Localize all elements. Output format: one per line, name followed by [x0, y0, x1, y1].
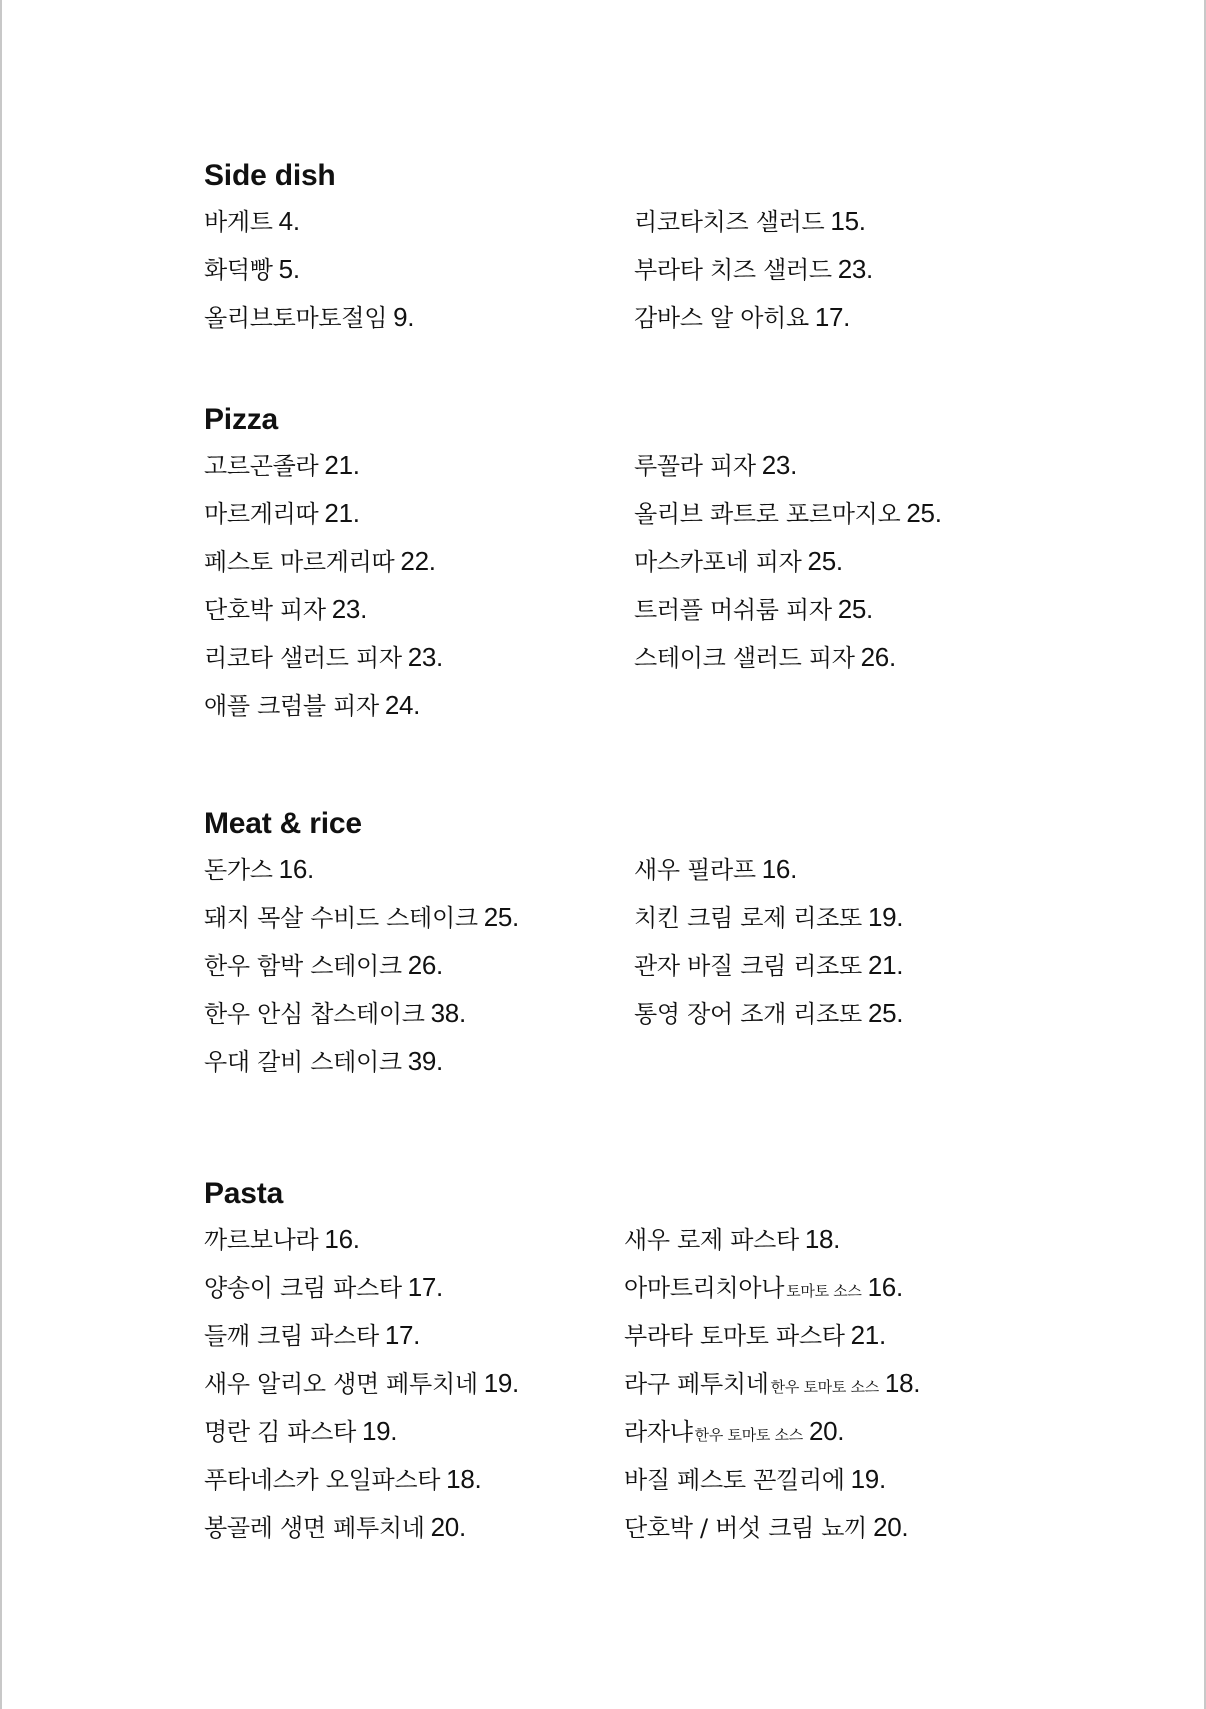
item-price: 21. — [324, 450, 360, 480]
menu-item — [204, 1416, 519, 1464]
section-pizza — [204, 402, 1024, 720]
menu-item — [624, 1272, 920, 1320]
item-price: 19. — [483, 1368, 519, 1398]
menu-item — [624, 1512, 920, 1560]
menu-item — [204, 902, 519, 950]
item-price: 19. — [361, 1416, 398, 1446]
item-name: 마스카포네 피자 — [634, 548, 802, 576]
item-name: 마르게리따 — [204, 500, 319, 528]
menu-item — [634, 254, 873, 302]
menu-item — [634, 498, 942, 546]
item-price: 19. — [867, 902, 904, 932]
item-price: 18. — [804, 1224, 841, 1254]
section-side-dish — [204, 158, 1024, 332]
item-name: 페스토 마르게리따 — [204, 548, 395, 576]
menu-item — [204, 254, 414, 302]
menu-item — [624, 1416, 920, 1464]
item-price: 20. — [430, 1512, 466, 1542]
item-name: 통영 장어 조개 리조또 — [634, 1000, 862, 1028]
menu-item — [634, 450, 942, 498]
item-name: 치킨 크림 로제 리조또 — [634, 904, 862, 932]
item-price: 26. — [407, 950, 443, 980]
item-name: 한우 함박 스테이크 — [204, 952, 402, 980]
item-name: 돈가스 — [204, 856, 273, 884]
item-name: 리코타 샐러드 피자 — [204, 644, 402, 672]
menu-item — [204, 1368, 519, 1416]
menu-item — [634, 998, 903, 1046]
item-price: 16. — [324, 1224, 360, 1254]
menu-item — [634, 302, 873, 350]
item-price: 25. — [483, 902, 519, 932]
item-price: 16. — [278, 854, 314, 884]
item-price: 21. — [324, 498, 360, 528]
menu-column-right — [634, 854, 903, 1046]
item-price: 19. — [850, 1464, 886, 1494]
item-name: 올리브토마토절임 — [204, 304, 388, 332]
item-price: 25. — [906, 498, 942, 528]
item-name: 리코타치즈 샐러드 — [634, 208, 825, 236]
item-price: 16. — [761, 854, 797, 884]
item-name: 들깨 크림 파스타 — [204, 1322, 379, 1350]
item-name: 돼지 목살 수비드 스테이크 — [204, 904, 478, 932]
section-pasta — [204, 1176, 1024, 1542]
item-price: 38. — [430, 998, 466, 1028]
item-price: 20. — [873, 1512, 909, 1542]
section-meat-rice — [204, 806, 1024, 1076]
item-note: 한우 토마토 소스 — [694, 1426, 803, 1444]
item-name: 부라타 치즈 샐러드 — [634, 256, 832, 284]
item-price: 26. — [860, 642, 896, 672]
item-name: 바질 페스토 꼰낄리에 — [624, 1466, 845, 1494]
item-price: 16. — [867, 1272, 903, 1302]
item-price: 25. — [837, 594, 873, 624]
menu-item — [204, 1320, 519, 1368]
item-price: 25. — [807, 546, 843, 576]
section-title: Side dish — [204, 159, 336, 192]
menu-column-left — [204, 1224, 519, 1560]
item-price: 23. — [331, 594, 367, 624]
section-title: Meat & rice — [204, 807, 362, 840]
item-name: 까르보나라 — [204, 1226, 319, 1254]
menu-item — [204, 498, 443, 546]
menu-item — [204, 1272, 519, 1320]
item-name: 화덕빵 — [204, 256, 273, 284]
menu-item — [204, 854, 519, 902]
menu-column-left — [204, 206, 414, 350]
item-price: 17. — [384, 1320, 421, 1350]
menu-item — [204, 1512, 519, 1560]
section-title: Pasta — [204, 1177, 284, 1210]
item-price: 23. — [837, 254, 873, 284]
menu-column-right — [634, 206, 873, 350]
menu-column-left — [204, 854, 519, 1094]
item-price: 4. — [278, 206, 300, 236]
menu-item — [624, 1464, 920, 1512]
item-name: 바게트 — [204, 208, 273, 236]
menu-item — [624, 1320, 920, 1368]
menu-item — [634, 642, 942, 690]
item-name: 새우 로제 파스타 — [624, 1226, 799, 1254]
menu-item — [204, 1224, 519, 1272]
item-name: 스테이크 샐러드 피자 — [634, 644, 855, 672]
item-price: 17. — [407, 1272, 443, 1302]
item-price: 18. — [446, 1464, 482, 1494]
item-name: 고르곤졸라 — [204, 452, 319, 480]
menu-item — [204, 302, 414, 350]
menu-item — [204, 998, 519, 1046]
item-price: 15. — [830, 206, 866, 236]
menu-item — [634, 854, 903, 902]
item-price: 17. — [814, 302, 851, 332]
item-name: 감바스 알 아히요 — [634, 304, 809, 332]
item-price: 20. — [808, 1416, 845, 1446]
menu-item — [634, 594, 942, 642]
item-name: 새우 필라프 — [634, 856, 756, 884]
item-name: 양송이 크림 파스타 — [204, 1274, 402, 1302]
menu-column-right — [634, 450, 942, 690]
item-price: 9. — [393, 302, 415, 332]
item-name: 루꼴라 피자 — [634, 452, 756, 480]
item-price: 23. — [761, 450, 797, 480]
menu-column-left — [204, 450, 443, 738]
item-name: 새우 알리오 생면 페투치네 — [204, 1370, 478, 1398]
item-price: 25. — [867, 998, 904, 1028]
item-name: 트러플 머쉬룸 피자 — [634, 596, 832, 624]
menu-column-right — [624, 1224, 920, 1560]
menu-item — [204, 642, 443, 690]
item-name: 우대 갈비 스테이크 — [204, 1048, 402, 1076]
menu-item — [204, 1464, 519, 1512]
menu-item — [204, 690, 443, 738]
item-name: 애플 크럼블 피자 — [204, 692, 379, 720]
menu-item — [204, 546, 443, 594]
item-price: 39. — [407, 1046, 443, 1076]
item-note: 한우 토마토 소스 — [770, 1378, 879, 1396]
item-price: 21. — [867, 950, 904, 980]
menu-item — [204, 950, 519, 998]
menu-item — [204, 594, 443, 642]
item-price: 22. — [400, 546, 436, 576]
menu-item — [204, 1046, 519, 1094]
item-price: 23. — [407, 642, 443, 672]
item-name: 라구 페투치네 — [624, 1370, 769, 1398]
menu-item — [204, 450, 443, 498]
menu-item — [634, 546, 942, 594]
item-name: 명란 김 파스타 — [204, 1418, 356, 1446]
item-name: 푸타네스카 오일파스타 — [204, 1466, 441, 1494]
item-note: 토마토 소스 — [786, 1282, 862, 1300]
menu-item — [634, 206, 873, 254]
menu-item — [624, 1224, 920, 1272]
item-price: 21. — [850, 1320, 886, 1350]
menu-item — [204, 206, 414, 254]
menu-item — [634, 950, 903, 998]
item-name: 봉골레 생면 페투치네 — [204, 1514, 425, 1542]
section-title: Pizza — [204, 403, 279, 436]
item-price: 24. — [384, 690, 421, 720]
item-price: 5. — [278, 254, 300, 284]
item-name: 아마트리치아나 — [624, 1274, 785, 1302]
item-name: 올리브 콰트로 포르마지오 — [634, 500, 901, 528]
menu-item — [624, 1368, 920, 1416]
item-name: 단호박 피자 — [204, 596, 326, 624]
menu-item — [634, 902, 903, 950]
item-name: 단호박 / 버섯 크림 뇨끼 — [624, 1514, 868, 1542]
item-name: 라자냐 — [624, 1418, 693, 1446]
item-name: 관자 바질 크림 리조또 — [634, 952, 862, 980]
item-name: 한우 안심 찹스테이크 — [204, 1000, 425, 1028]
item-name: 부라타 토마토 파스타 — [624, 1322, 845, 1350]
item-price: 18. — [884, 1368, 921, 1398]
